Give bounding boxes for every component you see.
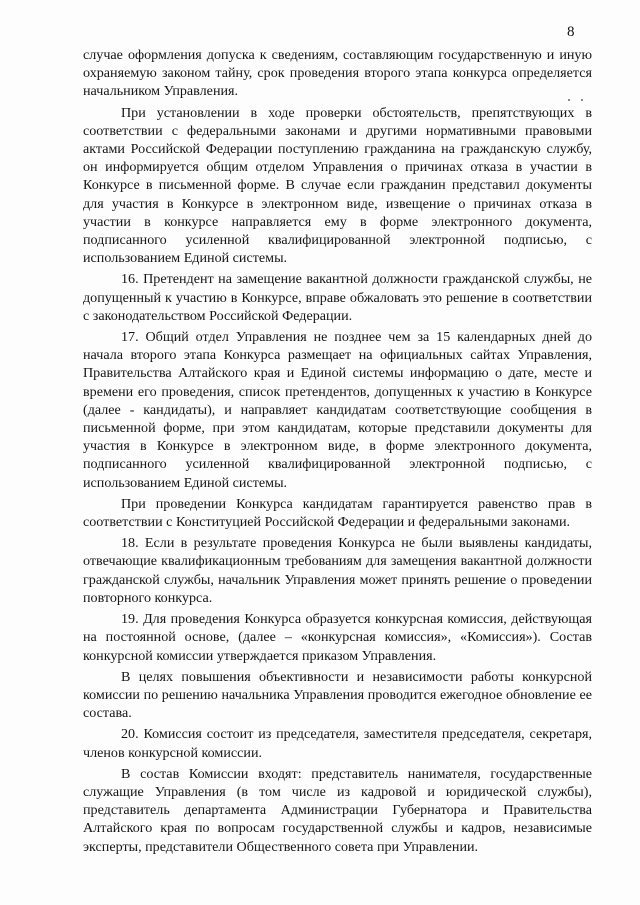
paragraph-commission-members: В состав Комиссии входят: представитель нанимателя, государственные служащие Управления (в том числе из кадровой и юридической службы), представитель департамента Администрации Губернатора и Правительства Алтайского края по вопросам государственной службы и кадров, независимые эксперты, представители Общественного совета при Управлении. (83, 765, 592, 855)
paragraph-item-17: 17. Общий отдел Управления не позднее чем за 15 календарных дней до начала второго этапа Конкурса размещает на официальных сайтах Управления, Правительства Алтайского края и Единой системы информацию о дате, месте и времени его проведения, список претендентов, допущенных к участию в Конкурсе (далее - кандидаты), и направляет кандидатам соответствующие сообщения в письменной форме, при этом кандидатам, которые представили документы для участия в Конкурсе в электронном виде, в форме электронного документа, подписанного усиленной квалифицированной электронной подписью, с использованием Единой системы. (83, 329, 592, 491)
paragraph-item-19: 19. Для проведения Конкурса образуется конкурсная комиссия, действующая на постоянной основе, (далее – «конкурсная комиссия», «Комиссия»). Состав конкурсной комиссии утверждается приказом Управления. (83, 611, 592, 664)
paragraph-equal-rights: При проведении Конкурса кандидатам гарантируется равенство прав в соответствии с Конституцией Российской Федерации и федеральными законами. (83, 495, 592, 531)
paragraph-item-20: 20. Комиссия состоит из председателя, заместителя председателя, секретаря, членов конкурсной комиссии. (83, 726, 592, 761)
paragraph-item-16: 16. Претендент на замещение вакантной должности гражданской службы, не допущенный к участию в Конкурсе, вправе обжаловать это решение в соответствии с законодательством Российской Федерации. (83, 271, 592, 324)
paragraph-item-18: 18. Если в результате проведения Конкурса не были выявлены кандидаты, отвечающие квалификационным требованиям для замещения вакантной должности гражданской службы, начальник Управления может принять решение о проведении повторного конкурса. (83, 535, 592, 606)
paragraph-continuation: случае оформления допуска к сведениям, составляющим государственную и иную охраняемую законом тайну, срок проведения второго этапа конкурса определяется начальником Управления. (83, 47, 592, 100)
page-number: 8 (567, 24, 575, 40)
paragraph-refusal-notice: При установлении в ходе проверки обстоятельств, препятствующих в соответствии с федеральными законами и другими нормативными правовыми актами Российской Федерации поступлению гражданина на гражданскую службу, он информируется общим отделом Управления о причинах отказа в участии в Конкурсе в письменной форме. В случае если гражданин представил документы для участия в Конкурсе в электронном виде, извещение о причинах отказа в участии в конкурсе направляется ему в форме электронного документа, подписанного усиленной квалифицированной электронной подписью, с использованием Единой системы. (83, 104, 592, 267)
document-body (83, 46, 592, 859)
paragraph-commission-renewal: В целях повышения объективности и независимости работы конкурсной комиссии по решению начальника Управления проводится ежегодное обновление ее состава. (83, 668, 592, 722)
